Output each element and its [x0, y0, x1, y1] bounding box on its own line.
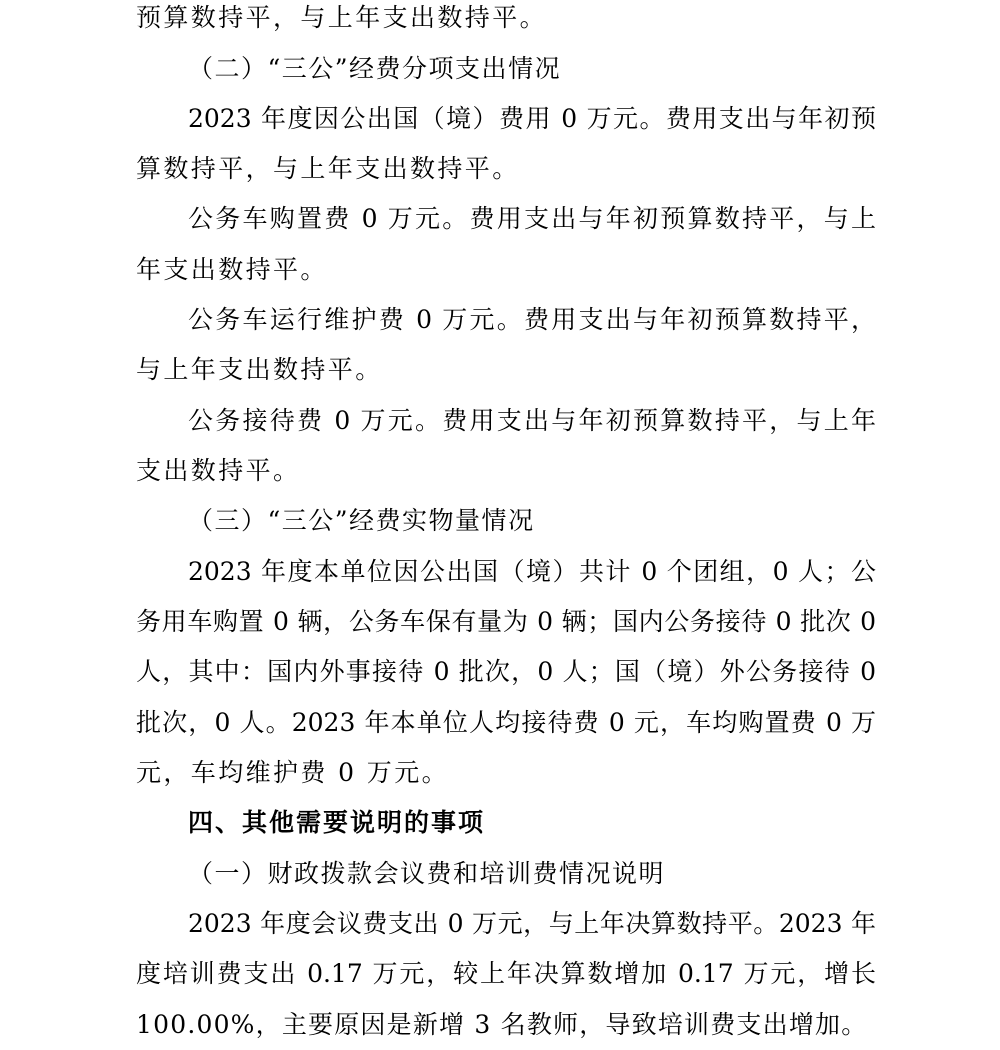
paragraph-line: 100.00%，主要原因是新增 3 名教师，导致培训费支出增加。: [136, 1010, 868, 1039]
paragraph-line: 预算数持平，与上年支出数持平。: [136, 3, 548, 32]
section-heading: （二）“三公”经费分项支出情况: [188, 54, 562, 83]
paragraph-line: 元，车均维护费 0 万元。: [136, 758, 450, 787]
paragraph-line: 与上年支出数持平。: [136, 355, 383, 384]
paragraph-line: 年支出数持平。: [136, 255, 328, 284]
paragraph-line: 2023 年度会议费支出 0 万元，与上年决算数持平。2023 年: [188, 909, 876, 938]
paragraph-line: 公务接待费 0 万元。费用支出与年初预算数持平，与上年: [188, 406, 876, 435]
section-heading: （三）“三公”经费实物量情况: [188, 506, 535, 535]
paragraph-line: 度培训费支出 0.17 万元，较上年决算数增加 0.17 万元，增长: [136, 959, 876, 988]
paragraph-line: 人，其中：国内外事接待 0 批次，0 人；国（境）外公务接待 0: [136, 657, 876, 686]
paragraph-line: 务用车购置 0 辆，公务车保有量为 0 辆；国内公务接待 0 批次 0: [136, 607, 876, 636]
paragraph-line: 算数持平，与上年支出数持平。: [136, 154, 520, 183]
paragraph-line: 公务车购置费 0 万元。费用支出与年初预算数持平，与上: [188, 204, 876, 233]
paragraph-line: 公务车运行维护费 0 万元。费用支出与年初预算数持平，: [188, 305, 876, 334]
section-heading: （一）财政拨款会议费和培训费情况说明: [188, 859, 666, 888]
paragraph-line: 批次，0 人。2023 年本单位人均接待费 0 元，车均购置费 0 万: [136, 708, 876, 737]
paragraph-line: 2023 年度因公出国（境）费用 0 万元。费用支出与年初预: [188, 104, 876, 133]
paragraph-line: 2023 年度本单位因公出国（境）共计 0 个团组，0 人；公: [188, 557, 876, 586]
paragraph-line: 支出数持平。: [136, 456, 301, 485]
section-heading-bold: 四、其他需要说明的事项: [188, 808, 486, 837]
